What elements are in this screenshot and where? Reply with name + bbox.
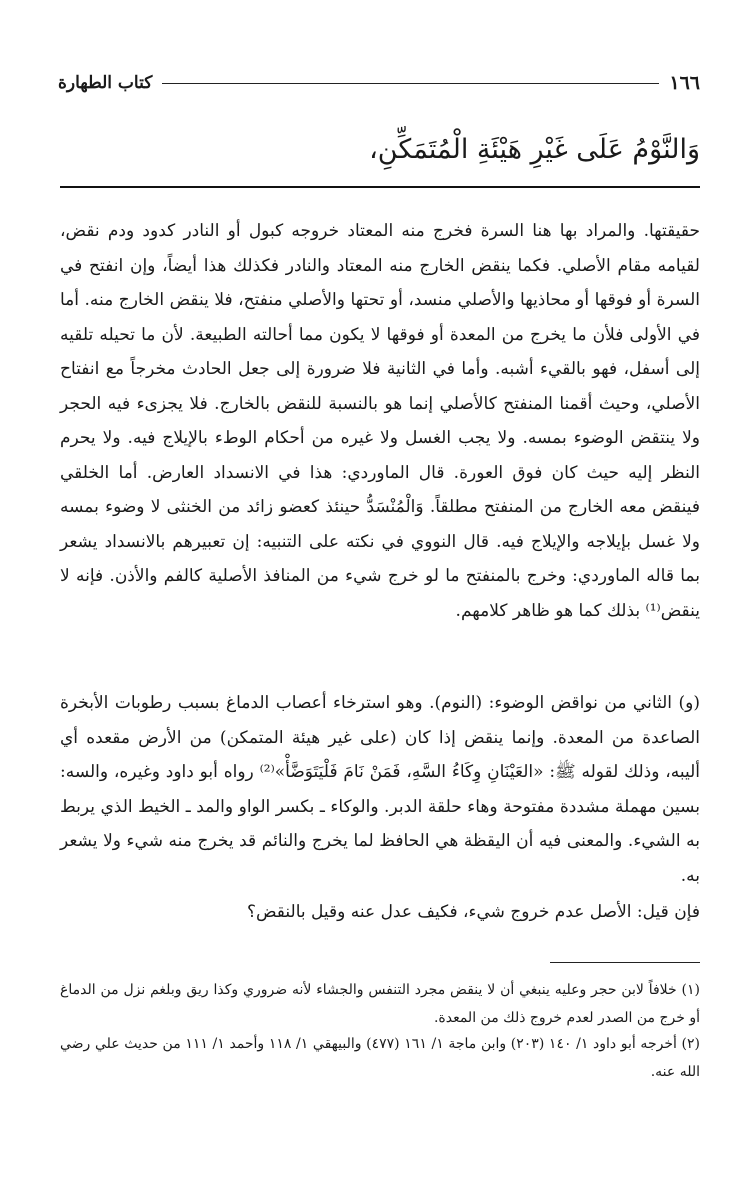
footnote-text: أخرجه أبو داود ١/ ١٤٠ (٢٠٣) وابن ماجة ١/ ١٦١ (٤٧٧) والبيهقي ١/ ١١٨ وأحمد ١/ ١١١ من حديث علي رضي الله عنه.	[60, 1036, 700, 1080]
running-header	[58, 70, 700, 96]
matn-text: وَالنَّوْمُ عَلَى غَيْرِ هَيْئَةِ الْمُتَمَكِّنِ،	[369, 134, 700, 165]
footnote	[60, 976, 700, 1032]
page-number: ١٦٦	[669, 72, 700, 94]
body-paragraph: (و) الثاني من نواقض الوضوء: (النوم). وهو استرخاء أعصاب الدماغ بسبب رطوبات الأبخرة الصاعدة من المعدة. وإنما ينقض إذا كان (على غير هيئة المتمكن) من الأرض مقعده أي أليبه، وذلك لقوله ﷺ: «العَيْنَانِ وِكَاءُ السَّهِ، فَمَنْ نَامَ فَلْيَتَوَضَّأْ»⁽²⁾ رواه أبو داود وغيره، والسه: بسين مهملة مشددة مفتوحة وهاء حلقة الدبر. والوكاء ـ بكسر الواو والمد ـ الخيط الذي يربط به الشيء. والمعنى فيه أن اليقظة هي الحافظ لما يخرج والنائم قد يخرج منه شيء ولا يشعر به.	[60, 693, 700, 886]
footnote-text: خلافاً لابن حجر وعليه ينبغي أن لا ينقض مجرد التنفس والجشاء لأنه ضروري وكذا ريق وبلغم نزل من الدماغ أو خرج من الصدر لعدم خروج ذلك من المعدة.	[60, 982, 700, 1026]
footnote-divider	[550, 962, 700, 963]
header-rule	[162, 83, 659, 84]
footnote-number: (١)	[681, 982, 701, 998]
footnote	[60, 1030, 700, 1086]
body-paragraph: فإن قيل: الأصل عدم خروج شيء، فكيف عدل عنه وقيل بالنقض؟	[246, 902, 700, 922]
matn-divider	[60, 186, 700, 188]
footnote-number: (٢)	[681, 1036, 700, 1052]
book-title: كتاب الطهارة	[58, 73, 153, 93]
body-paragraph: حقيقتها. والمراد بها هنا السرة فخرج منه المعتاد خروجه كبول أو النادر كدود ودم نقض، لقيامه مقام الأصلي. فكما ينقض الخارج منه المعتاد والنادر فكذلك هذا أيضاً، وإن انفتح في السرة أو فوقها أو محاذيها والأصلي منسد، أو تحتها والأصلي منفتح، فلا ينقض الخارج منه. أما في الأولى فلأن ما يخرج من المعدة أو فوقها لا يكون مما أحالته الطبيعة. لأن ما تحيله تلقيه إلى أسفل، فهو بالقيء أشبه. وأما في الثانية فلا ضرورة إلى جعل الحادث مخرجاً مع انفتاح الأصلي، وحيث أقمنا المنفتح كالأصلي إنما هو بالنسبة للنقض بالخارج. فلا يجزىء فيه الحجر ولا ينتقض الوضوء بمسه. ولا يجب الغسل ولا غيره من أحكام الوطء بالإيلاج فيه. ولا يحرم النظر إليه حيث كان فوق العورة. قال الماوردي: هذا في الانسداد العارض. أما الخلقي فينقض معه الخارج من المنفتح مطلقاً. وَالْمُنْسَدُّ حينئذ كعضو زائد من الخنثى لا وضوء بمسه ولا غسل بإيلاجه والإيلاج فيه. قال النووي في نكته على التنبيه: إن تعبيرهم بالانسداد يشعر بما قاله الماوردي: وخرج بالمنفتح ما لو خرج شيء من المنافذ الأصلية كالفم والأذن. فإنه لا ينقض⁽¹⁾ بذلك كما هو ظاهر كلامهم.	[60, 221, 700, 621]
